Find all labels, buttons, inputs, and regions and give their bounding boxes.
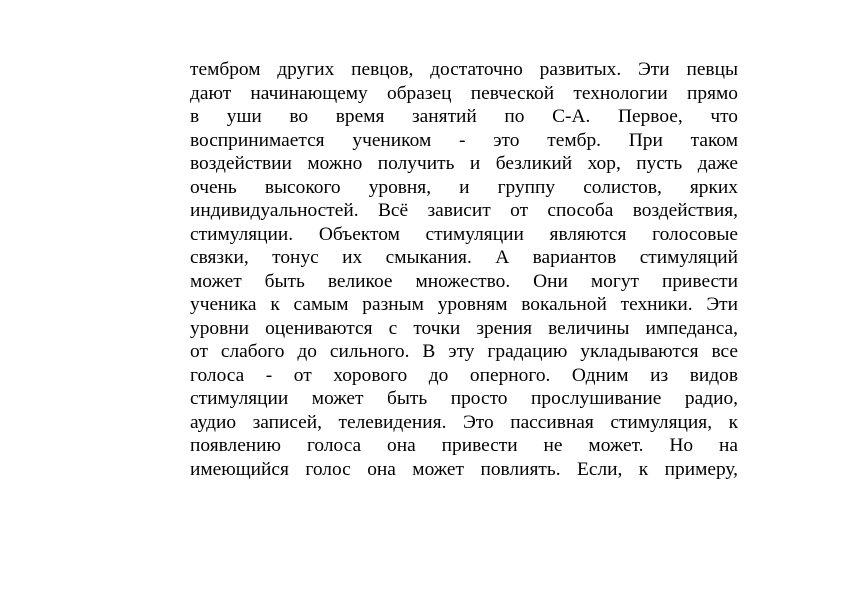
body-text (190, 58, 738, 481)
text-line: ученика к самым разным уровням вокальной техники. Эти (190, 294, 738, 315)
text-line: появлению голоса она привести не может. Но на (190, 435, 738, 456)
text-line: воспринимается учеником - это тембр. При таком (190, 129, 738, 151)
text-line: имеющийся голос она может повлиять. Если, к примеру, (190, 458, 738, 480)
text-line: стимуляции. Объектом стимуляции являются голосовые (190, 223, 738, 245)
text-line: воздействии можно получить и безликий хор, пусть даже (190, 153, 738, 174)
text-line: очень высокого уровня, и группу солистов, ярких (190, 176, 738, 198)
text-line: связки, тонус их смыкания. А вариантов стимуляций (190, 247, 738, 268)
text-line: тембром других певцов, достаточно развитых. Эти певцы (190, 59, 738, 80)
text-line: от слабого до сильного. В эту градацию укладываются все (190, 341, 738, 362)
text-line: голоса - от хорового до оперного. Одним из видов (190, 364, 738, 386)
text-line: аудио записей, телевидения. Это пассивная стимуляция, к (190, 411, 738, 433)
text-line: стимуляции может быть просто прослушивание радио, (190, 388, 738, 409)
text-line: уровни оцениваются с точки зрения величины импеданса, (190, 317, 738, 339)
text-line: дают начинающему образец певческой технологии прямо (190, 82, 738, 104)
text-line: в уши во время занятий по С-А. Первое, что (190, 106, 738, 127)
text-line: индивидуальностей. Всё зависит от способа воздействия, (190, 200, 738, 221)
text-line: может быть великое множество. Они могут привести (190, 270, 738, 292)
